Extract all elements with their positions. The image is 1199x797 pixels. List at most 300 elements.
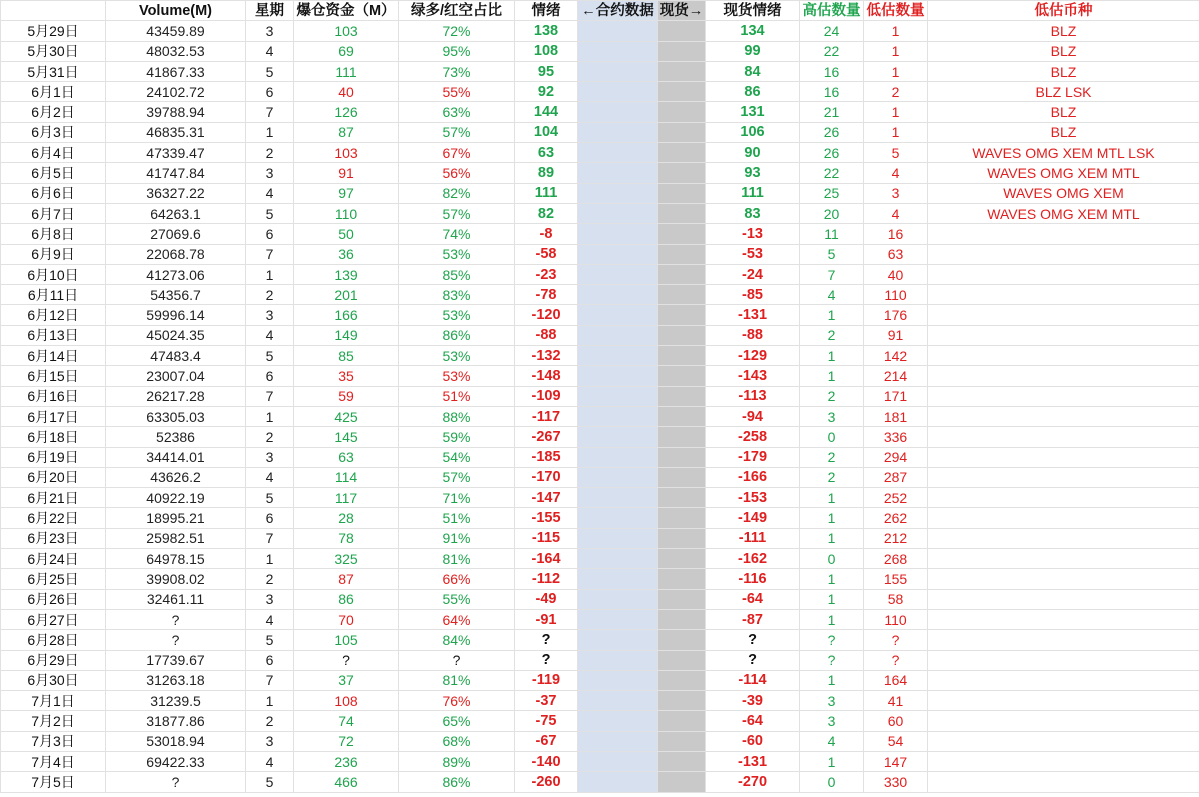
contract-band-cell[interactable] [578,346,658,366]
low-coins-cell[interactable] [928,650,1199,670]
contract-band-cell[interactable] [578,224,658,244]
weekday-cell[interactable]: 1 [246,406,294,426]
low-coins-cell[interactable] [928,305,1199,325]
contract-band-cell[interactable] [578,406,658,426]
contract-band-cell[interactable] [578,386,658,406]
date-cell[interactable]: 7月1日 [1,691,106,711]
weekday-cell[interactable]: 3 [246,163,294,183]
low-count-cell[interactable]: 287 [864,467,928,487]
mood-cell[interactable]: -267 [515,427,578,447]
low-count-cell[interactable]: 1 [864,61,928,81]
spot-mood-cell[interactable]: 83 [706,203,800,223]
volume-cell[interactable]: 25982.51 [106,528,246,548]
weekday-cell[interactable]: 2 [246,427,294,447]
low-coins-cell[interactable] [928,264,1199,284]
volume-cell[interactable]: 39788.94 [106,102,246,122]
spot-band-cell[interactable] [658,346,706,366]
high-count-cell[interactable]: 1 [800,366,864,386]
liquidation-cell[interactable]: 85 [294,346,399,366]
high-count-cell[interactable]: 4 [800,285,864,305]
spot-band-cell[interactable] [658,285,706,305]
liquidation-cell[interactable]: 40 [294,82,399,102]
contract-band-cell[interactable] [578,61,658,81]
mood-cell[interactable]: -260 [515,772,578,792]
weekday-cell[interactable]: 4 [246,751,294,771]
liquidation-cell[interactable]: 97 [294,183,399,203]
mood-cell[interactable]: -75 [515,711,578,731]
liquidation-cell[interactable]: 103 [294,21,399,41]
liquidation-cell[interactable]: 72 [294,731,399,751]
mood-cell[interactable]: 95 [515,61,578,81]
date-cell[interactable]: 6月14日 [1,346,106,366]
volume-cell[interactable]: 34414.01 [106,447,246,467]
high-count-cell[interactable]: 1 [800,346,864,366]
volume-cell[interactable]: 45024.35 [106,325,246,345]
mood-cell[interactable]: -8 [515,224,578,244]
low-coins-cell[interactable] [928,711,1199,731]
low-coins-cell[interactable] [928,224,1199,244]
mood-cell[interactable]: -120 [515,305,578,325]
weekday-cell[interactable]: 7 [246,244,294,264]
mood-cell[interactable]: -148 [515,366,578,386]
ratio-cell[interactable]: 88% [399,406,515,426]
low-coins-cell[interactable] [928,244,1199,264]
volume-cell[interactable]: ? [106,772,246,792]
mood-cell[interactable]: ? [515,630,578,650]
low-coins-cell[interactable]: BLZ LSK [928,82,1199,102]
weekday-cell[interactable]: 5 [246,203,294,223]
liquidation-cell[interactable]: 201 [294,285,399,305]
low-count-cell[interactable]: 330 [864,772,928,792]
contract-band-cell[interactable] [578,650,658,670]
date-cell[interactable]: 6月2日 [1,102,106,122]
high-count-cell[interactable]: 25 [800,183,864,203]
low-count-cell[interactable]: 110 [864,609,928,629]
low-count-cell[interactable]: 171 [864,386,928,406]
low-count-cell[interactable]: 60 [864,711,928,731]
weekday-cell[interactable]: 1 [246,549,294,569]
liquidation-cell[interactable]: ? [294,650,399,670]
high-count-cell[interactable]: 20 [800,203,864,223]
high-count-cell[interactable]: 3 [800,711,864,731]
spot-band-cell[interactable] [658,224,706,244]
liquidation-cell[interactable]: 111 [294,61,399,81]
high-count-cell[interactable]: 1 [800,508,864,528]
contract-band-cell[interactable] [578,609,658,629]
high-count-cell[interactable]: 7 [800,264,864,284]
weekday-cell[interactable]: 6 [246,82,294,102]
mood-cell[interactable]: 138 [515,21,578,41]
contract-band-cell[interactable] [578,285,658,305]
volume-cell[interactable]: 48032.53 [106,41,246,61]
low-coins-cell[interactable] [928,589,1199,609]
liquidation-cell[interactable]: 59 [294,386,399,406]
contract-band-cell[interactable] [578,731,658,751]
mood-cell[interactable]: 104 [515,122,578,142]
weekday-cell[interactable]: 3 [246,731,294,751]
header-mood[interactable]: 情绪 [515,1,578,21]
liquidation-cell[interactable]: 103 [294,143,399,163]
ratio-cell[interactable]: 72% [399,21,515,41]
volume-cell[interactable]: 39908.02 [106,569,246,589]
low-coins-cell[interactable] [928,630,1199,650]
spot-mood-cell[interactable]: -13 [706,224,800,244]
high-count-cell[interactable]: 2 [800,467,864,487]
contract-band-cell[interactable] [578,467,658,487]
spot-mood-cell[interactable]: -270 [706,772,800,792]
ratio-cell[interactable]: 63% [399,102,515,122]
contract-band-cell[interactable] [578,630,658,650]
header-volume[interactable]: Volume(M) [106,1,246,21]
volume-cell[interactable]: 53018.94 [106,731,246,751]
spot-mood-cell[interactable]: -94 [706,406,800,426]
liquidation-cell[interactable]: 108 [294,691,399,711]
contract-band-cell[interactable] [578,143,658,163]
weekday-cell[interactable]: 5 [246,630,294,650]
spot-band-cell[interactable] [658,264,706,284]
high-count-cell[interactable]: 1 [800,751,864,771]
mood-cell[interactable]: 108 [515,41,578,61]
ratio-cell[interactable]: 95% [399,41,515,61]
volume-cell[interactable]: ? [106,609,246,629]
spot-mood-cell[interactable]: 86 [706,82,800,102]
spot-mood-cell[interactable]: -114 [706,670,800,690]
ratio-cell[interactable]: 81% [399,670,515,690]
mood-cell[interactable]: -117 [515,406,578,426]
spot-mood-cell[interactable]: -24 [706,264,800,284]
low-coins-cell[interactable] [928,386,1199,406]
low-coins-cell[interactable] [928,609,1199,629]
ratio-cell[interactable]: 76% [399,691,515,711]
high-count-cell[interactable]: 1 [800,609,864,629]
date-cell[interactable]: 6月7日 [1,203,106,223]
low-count-cell[interactable]: 142 [864,346,928,366]
volume-cell[interactable]: 24102.72 [106,82,246,102]
date-cell[interactable]: 6月6日 [1,183,106,203]
ratio-cell[interactable]: 84% [399,630,515,650]
liquidation-cell[interactable]: 126 [294,102,399,122]
mood-cell[interactable]: -164 [515,549,578,569]
volume-cell[interactable]: 47483.4 [106,346,246,366]
low-coins-cell[interactable] [928,325,1199,345]
date-cell[interactable]: 6月30日 [1,670,106,690]
weekday-cell[interactable]: 2 [246,711,294,731]
weekday-cell[interactable]: 4 [246,325,294,345]
mood-cell[interactable]: -155 [515,508,578,528]
liquidation-cell[interactable]: 166 [294,305,399,325]
header-low-count[interactable]: 低估数量 [864,1,928,21]
header-contract-data[interactable]: ←合约数据 [578,1,658,21]
contract-band-cell[interactable] [578,264,658,284]
low-coins-cell[interactable] [928,569,1199,589]
spot-mood-cell[interactable]: -87 [706,609,800,629]
mood-cell[interactable]: -67 [515,731,578,751]
ratio-cell[interactable]: 83% [399,285,515,305]
low-count-cell[interactable]: 1 [864,102,928,122]
liquidation-cell[interactable]: 139 [294,264,399,284]
low-coins-cell[interactable] [928,285,1199,305]
date-cell[interactable]: 6月11日 [1,285,106,305]
spot-band-cell[interactable] [658,163,706,183]
low-coins-cell[interactable]: BLZ [928,41,1199,61]
low-coins-cell[interactable]: BLZ [928,21,1199,41]
contract-band-cell[interactable] [578,711,658,731]
header-ratio[interactable]: 绿多/红空占比 [399,1,515,21]
weekday-cell[interactable]: 5 [246,488,294,508]
spot-band-cell[interactable] [658,691,706,711]
low-count-cell[interactable]: 268 [864,549,928,569]
spot-mood-cell[interactable]: 134 [706,21,800,41]
date-cell[interactable]: 6月22日 [1,508,106,528]
volume-cell[interactable]: 23007.04 [106,366,246,386]
liquidation-cell[interactable]: 63 [294,447,399,467]
volume-cell[interactable]: 32461.11 [106,589,246,609]
contract-band-cell[interactable] [578,549,658,569]
high-count-cell[interactable]: 0 [800,772,864,792]
low-coins-cell[interactable]: WAVES OMG XEM [928,183,1199,203]
spot-band-cell[interactable] [658,427,706,447]
weekday-cell[interactable]: 1 [246,122,294,142]
spot-band-cell[interactable] [658,447,706,467]
low-coins-cell[interactable]: BLZ [928,122,1199,142]
volume-cell[interactable]: 43459.89 [106,21,246,41]
low-count-cell[interactable]: 54 [864,731,928,751]
low-coins-cell[interactable] [928,427,1199,447]
volume-cell[interactable]: 40922.19 [106,488,246,508]
high-count-cell[interactable]: 5 [800,244,864,264]
liquidation-cell[interactable]: 466 [294,772,399,792]
spot-band-cell[interactable] [658,467,706,487]
ratio-cell[interactable]: 53% [399,366,515,386]
date-cell[interactable]: 6月26日 [1,589,106,609]
volume-cell[interactable]: ? [106,630,246,650]
ratio-cell[interactable]: 55% [399,82,515,102]
spot-mood-cell[interactable]: -162 [706,549,800,569]
date-cell[interactable]: 6月20日 [1,467,106,487]
weekday-cell[interactable]: 6 [246,650,294,670]
ratio-cell[interactable]: 82% [399,183,515,203]
spot-mood-cell[interactable]: ? [706,630,800,650]
low-coins-cell[interactable] [928,751,1199,771]
weekday-cell[interactable]: 3 [246,589,294,609]
weekday-cell[interactable]: 7 [246,102,294,122]
mood-cell[interactable]: -170 [515,467,578,487]
spot-band-cell[interactable] [658,244,706,264]
high-count-cell[interactable]: 22 [800,41,864,61]
contract-band-cell[interactable] [578,41,658,61]
date-cell[interactable]: 6月15日 [1,366,106,386]
spot-band-cell[interactable] [658,325,706,345]
ratio-cell[interactable]: 57% [399,122,515,142]
contract-band-cell[interactable] [578,82,658,102]
date-cell[interactable]: 7月2日 [1,711,106,731]
liquidation-cell[interactable]: 70 [294,609,399,629]
low-coins-cell[interactable]: WAVES OMG XEM MTL LSK [928,143,1199,163]
liquidation-cell[interactable]: 35 [294,366,399,386]
low-coins-cell[interactable] [928,670,1199,690]
spot-mood-cell[interactable]: -39 [706,691,800,711]
contract-band-cell[interactable] [578,488,658,508]
ratio-cell[interactable]: 67% [399,143,515,163]
date-cell[interactable]: 7月4日 [1,751,106,771]
mood-cell[interactable]: -49 [515,589,578,609]
ratio-cell[interactable]: 91% [399,528,515,548]
low-coins-cell[interactable] [928,731,1199,751]
volume-cell[interactable]: 64263.1 [106,203,246,223]
header-low-coins[interactable]: 低估币种 [928,1,1199,21]
contract-band-cell[interactable] [578,427,658,447]
high-count-cell[interactable]: 1 [800,569,864,589]
header-weekday[interactable]: 星期 [246,1,294,21]
low-count-cell[interactable]: 294 [864,447,928,467]
date-cell[interactable]: 6月23日 [1,528,106,548]
weekday-cell[interactable]: 7 [246,670,294,690]
spot-mood-cell[interactable]: 90 [706,143,800,163]
low-count-cell[interactable]: 1 [864,122,928,142]
liquidation-cell[interactable]: 78 [294,528,399,548]
liquidation-cell[interactable]: 117 [294,488,399,508]
high-count-cell[interactable]: 4 [800,731,864,751]
mood-cell[interactable]: 63 [515,143,578,163]
high-count-cell[interactable]: 16 [800,82,864,102]
high-count-cell[interactable]: 11 [800,224,864,244]
liquidation-cell[interactable]: 145 [294,427,399,447]
date-cell[interactable]: 7月5日 [1,772,106,792]
liquidation-cell[interactable]: 110 [294,203,399,223]
low-count-cell[interactable]: 336 [864,427,928,447]
liquidation-cell[interactable]: 69 [294,41,399,61]
contract-band-cell[interactable] [578,569,658,589]
liquidation-cell[interactable]: 236 [294,751,399,771]
date-cell[interactable]: 6月21日 [1,488,106,508]
ratio-cell[interactable]: 53% [399,346,515,366]
volume-cell[interactable]: 31239.5 [106,691,246,711]
mood-cell[interactable]: -37 [515,691,578,711]
spot-mood-cell[interactable]: 93 [706,163,800,183]
volume-cell[interactable]: 46835.31 [106,122,246,142]
weekday-cell[interactable]: 7 [246,528,294,548]
ratio-cell[interactable]: 73% [399,61,515,81]
volume-cell[interactable]: 31877.86 [106,711,246,731]
mood-cell[interactable]: -115 [515,528,578,548]
low-coins-cell[interactable]: BLZ [928,61,1199,81]
liquidation-cell[interactable]: 50 [294,224,399,244]
date-cell[interactable]: 6月28日 [1,630,106,650]
ratio-cell[interactable]: 71% [399,488,515,508]
spot-mood-cell[interactable]: ? [706,650,800,670]
volume-cell[interactable]: 64978.15 [106,549,246,569]
weekday-cell[interactable]: 6 [246,508,294,528]
spot-mood-cell[interactable]: -111 [706,528,800,548]
spot-band-cell[interactable] [658,751,706,771]
ratio-cell[interactable]: 65% [399,711,515,731]
mood-cell[interactable]: -147 [515,488,578,508]
contract-band-cell[interactable] [578,102,658,122]
date-cell[interactable]: 5月31日 [1,61,106,81]
date-cell[interactable]: 6月13日 [1,325,106,345]
spot-mood-cell[interactable]: 131 [706,102,800,122]
contract-band-cell[interactable] [578,589,658,609]
low-count-cell[interactable]: 3 [864,183,928,203]
high-count-cell[interactable]: 24 [800,21,864,41]
contract-band-cell[interactable] [578,691,658,711]
spot-band-cell[interactable] [658,609,706,629]
volume-cell[interactable]: 52386 [106,427,246,447]
spot-band-cell[interactable] [658,366,706,386]
contract-band-cell[interactable] [578,447,658,467]
weekday-cell[interactable]: 2 [246,285,294,305]
low-coins-cell[interactable] [928,488,1199,508]
ratio-cell[interactable]: 56% [399,163,515,183]
mood-cell[interactable]: 144 [515,102,578,122]
spot-band-cell[interactable] [658,508,706,528]
low-count-cell[interactable]: 1 [864,21,928,41]
low-coins-cell[interactable]: WAVES OMG XEM MTL [928,163,1199,183]
volume-cell[interactable]: 17739.67 [106,650,246,670]
low-count-cell[interactable]: 155 [864,569,928,589]
spot-band-cell[interactable] [658,386,706,406]
volume-cell[interactable]: 18995.21 [106,508,246,528]
high-count-cell[interactable]: 1 [800,528,864,548]
volume-cell[interactable]: 41867.33 [106,61,246,81]
liquidation-cell[interactable]: 87 [294,122,399,142]
high-count-cell[interactable]: ? [800,650,864,670]
ratio-cell[interactable]: ? [399,650,515,670]
mood-cell[interactable]: -78 [515,285,578,305]
low-coins-cell[interactable] [928,691,1199,711]
spot-mood-cell[interactable]: 84 [706,61,800,81]
ratio-cell[interactable]: 57% [399,467,515,487]
liquidation-cell[interactable]: 325 [294,549,399,569]
low-coins-cell[interactable]: BLZ [928,102,1199,122]
contract-band-cell[interactable] [578,122,658,142]
low-count-cell[interactable]: 110 [864,285,928,305]
weekday-cell[interactable]: 5 [246,346,294,366]
high-count-cell[interactable]: 0 [800,427,864,447]
spot-band-cell[interactable] [658,589,706,609]
mood-cell[interactable]: 82 [515,203,578,223]
date-cell[interactable]: 6月16日 [1,386,106,406]
mood-cell[interactable]: -185 [515,447,578,467]
spot-mood-cell[interactable]: -143 [706,366,800,386]
contract-band-cell[interactable] [578,21,658,41]
low-count-cell[interactable]: 176 [864,305,928,325]
spot-mood-cell[interactable]: 99 [706,41,800,61]
spot-band-cell[interactable] [658,102,706,122]
date-cell[interactable]: 6月3日 [1,122,106,142]
liquidation-cell[interactable]: 149 [294,325,399,345]
low-coins-cell[interactable] [928,467,1199,487]
weekday-cell[interactable]: 1 [246,264,294,284]
high-count-cell[interactable]: 21 [800,102,864,122]
volume-cell[interactable]: 69422.33 [106,751,246,771]
high-count-cell[interactable]: 22 [800,163,864,183]
mood-cell[interactable]: -132 [515,346,578,366]
ratio-cell[interactable]: 51% [399,386,515,406]
volume-cell[interactable]: 27069.6 [106,224,246,244]
weekday-cell[interactable]: 4 [246,609,294,629]
spot-mood-cell[interactable]: -166 [706,467,800,487]
weekday-cell[interactable]: 4 [246,183,294,203]
mood-cell[interactable]: -91 [515,609,578,629]
low-count-cell[interactable]: 2 [864,82,928,102]
low-count-cell[interactable]: 4 [864,203,928,223]
contract-band-cell[interactable] [578,366,658,386]
contract-band-cell[interactable] [578,751,658,771]
spot-band-cell[interactable] [658,82,706,102]
spot-mood-cell[interactable]: -113 [706,386,800,406]
date-cell[interactable]: 6月9日 [1,244,106,264]
